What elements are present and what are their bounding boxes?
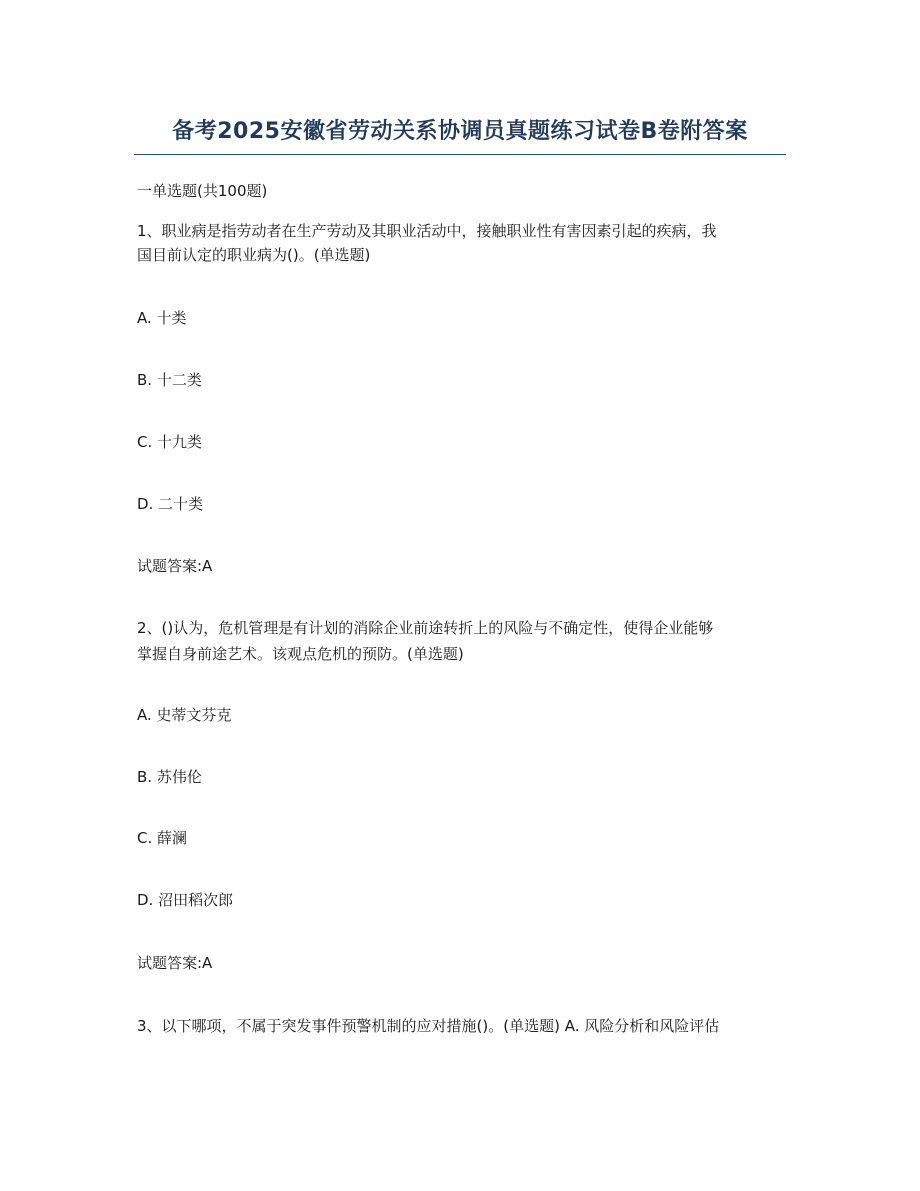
section-heading: 一单选题(共100题)	[137, 182, 268, 200]
question-1-answer: 试题答案:A	[137, 557, 213, 575]
question-1-stem-line1: 1、职业病是指劳动者在生产劳动及其职业活动中，接触职业性有害因素引起的疾病，我	[137, 222, 717, 240]
question-3-stem: 3、以下哪项，不属于突发事件预警机制的应对措施()。(单选题) A. 风险分析和风险评估	[137, 1017, 720, 1035]
document-title: 备考2025安徽省劳动关系协调员真题练习试卷B卷附答案	[172, 119, 748, 144]
question-2-option-a: A. 史蒂文芬克	[137, 706, 232, 724]
question-2-option-b: B. 苏伟伦	[137, 768, 202, 786]
question-1-option-d: D. 二十类	[137, 495, 204, 513]
title-underline	[134, 154, 786, 155]
question-2-option-d: D. 沼田稻次郎	[137, 891, 234, 909]
question-1-option-a: A. 十类	[137, 309, 187, 327]
question-2-option-c: C. 薛澜	[137, 829, 188, 847]
question-1-option-b: B. 十二类	[137, 371, 202, 389]
question-2-answer: 试题答案:A	[137, 954, 213, 972]
question-2-stem-line1: 2、()认为，危机管理是有计划的消除企业前途转折上的风险与不确定性，使得企业能够	[137, 619, 714, 637]
question-2-stem-line2: 掌握自身前途艺术。该观点危机的预防。(单选题)	[137, 645, 464, 663]
question-1-option-c: C. 十九类	[137, 433, 203, 451]
question-1-stem-line2: 国目前认定的职业病为()。(单选题)	[137, 246, 371, 264]
